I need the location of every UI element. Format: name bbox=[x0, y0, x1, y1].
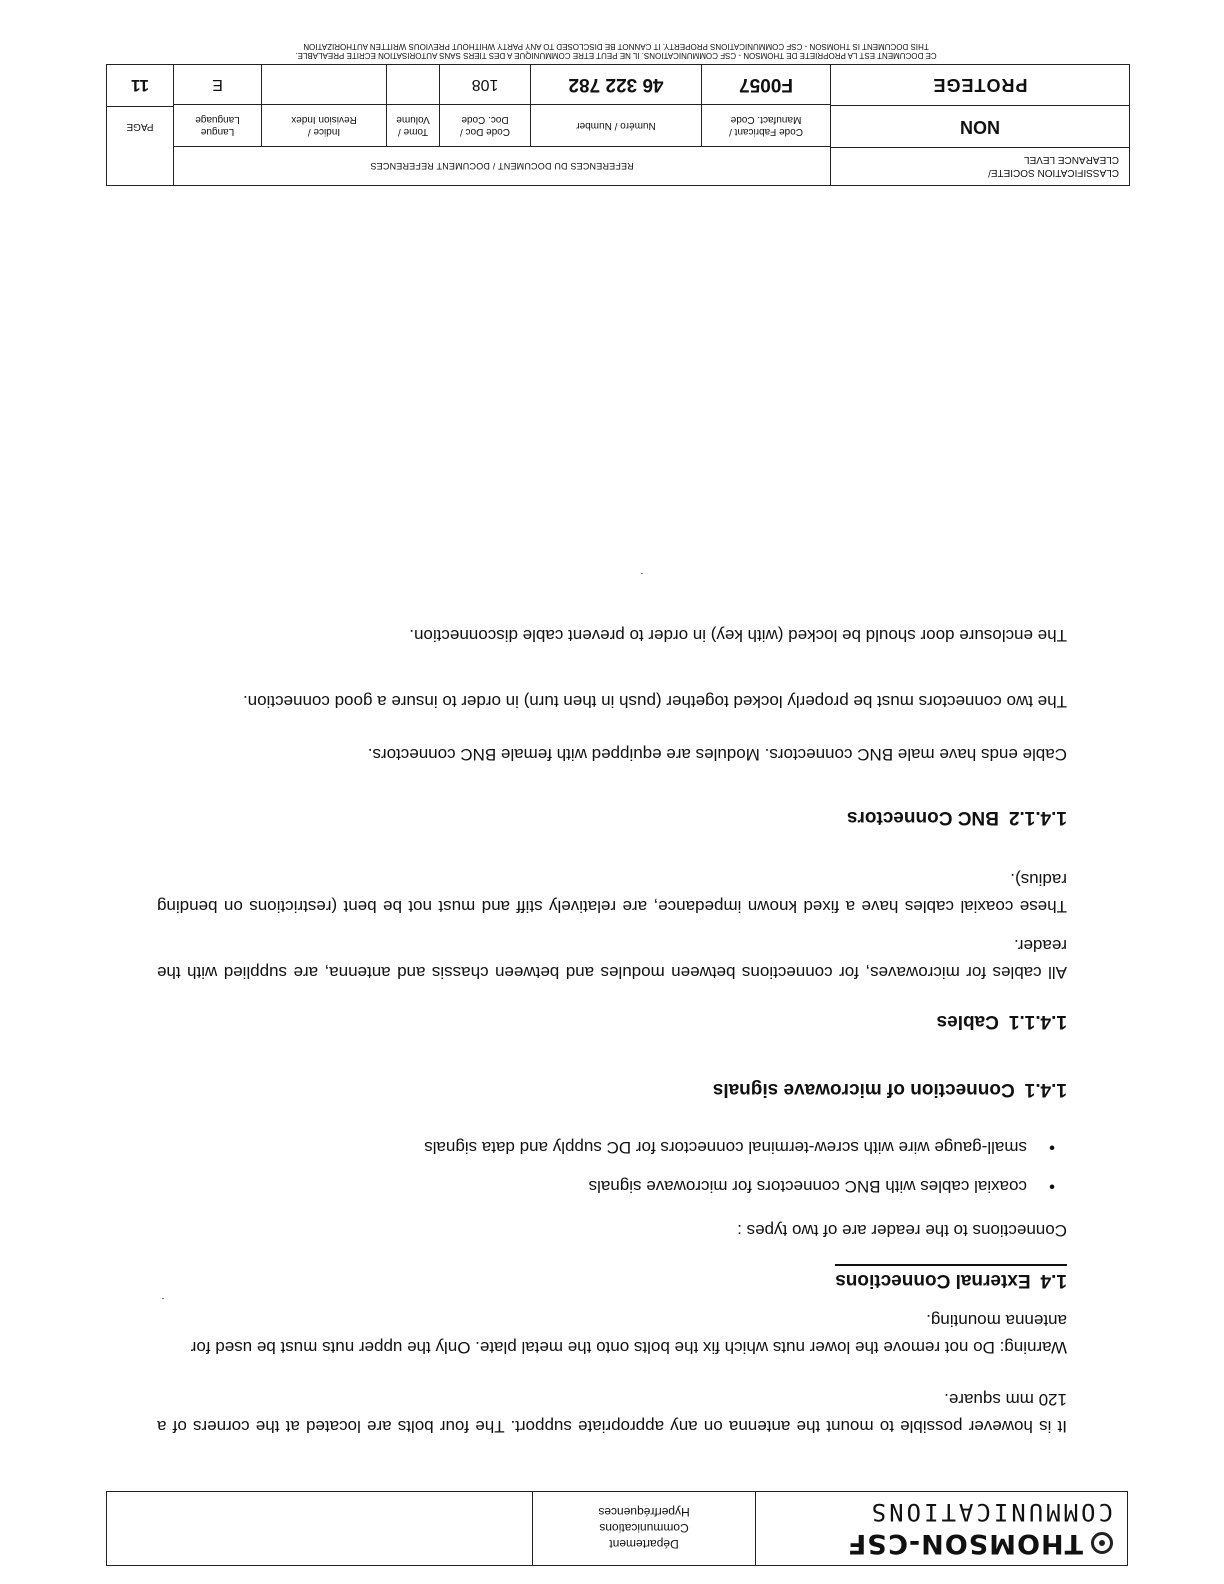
heading-1-4-1-2 bbox=[847, 804, 1067, 831]
department-block bbox=[532, 1492, 755, 1565]
heading-1-4 bbox=[835, 1264, 1067, 1294]
heading-1-4-number: 1.4 bbox=[1040, 1270, 1067, 1291]
ref-col-revision-index bbox=[261, 65, 386, 146]
references-grid bbox=[174, 65, 830, 146]
letterhead bbox=[106, 1491, 1128, 1566]
page-number: 11 bbox=[131, 76, 149, 96]
classification-label-line2: CLEARANCE LEVEL bbox=[1023, 154, 1119, 165]
ref-label-line2: Revision Index bbox=[291, 114, 357, 126]
header-blank-cell bbox=[107, 1492, 532, 1565]
heading-1-4-1-title: Connection of microwave signals bbox=[712, 1079, 1015, 1100]
ref-label-line2: Doc. Code bbox=[461, 114, 509, 126]
paragraph-bnc-2: The two connectors must be properly locked together (push in then turn) in order to insure a good connection. bbox=[242, 692, 1067, 711]
ref-label-line2: Language bbox=[195, 114, 240, 126]
ref-col-label bbox=[387, 104, 439, 146]
ref-label-line1: Indice / bbox=[307, 126, 341, 138]
thomson-logo-icon bbox=[1091, 1533, 1113, 1555]
paragraph-warning: Warning: Do not remove the lower nuts which fix the bolts onto the metal plate. Only the upper nuts must be used for antenna mounting. bbox=[190, 1311, 1067, 1357]
ref-col-value bbox=[387, 65, 439, 104]
ref-col-number bbox=[530, 65, 701, 146]
paragraph-intro: It is however possible to mount the antenna on any appropriate support. The four bolts are located at the corners of a 120 mm square. bbox=[157, 1390, 1067, 1436]
heading-1-4-1-1 bbox=[937, 1008, 1067, 1035]
ref-col-volume bbox=[386, 65, 439, 146]
ref-label-line1: Code Fabricant / bbox=[729, 126, 803, 138]
references-title: REFERENCES DU DOCUMENT / DOCUMENT REFERENCES bbox=[174, 146, 830, 185]
connections-intro: Connections to the reader are of two types : bbox=[737, 1221, 1067, 1240]
ref-col-value: 108 bbox=[471, 76, 499, 94]
company-logo-block bbox=[755, 1492, 1127, 1565]
heading-1-4-1-2-title: BNC Connectors bbox=[846, 807, 999, 828]
dept-line3: Hyperfréquences bbox=[598, 1505, 690, 1520]
paragraph-bnc-3: The enclosure door should be locked (with key) in order to prevent cable disconnection. bbox=[409, 626, 1067, 645]
company-line1: THOMSON-CSF bbox=[846, 1528, 1083, 1559]
classification-label bbox=[831, 147, 1129, 185]
classification-value: NON bbox=[831, 105, 1129, 147]
references-block bbox=[173, 65, 830, 185]
ref-col-label bbox=[262, 104, 386, 146]
confidentiality-notice-fr: CE DOCUMENT EST LA PROPRIETE DE THOMSON - CSF COMMUNICATIONS. IL NE PEUT ETRE COMMUNIQUE A DES TIERS SANS AUTORISATION ECRITE PREALABLE. bbox=[295, 51, 937, 60]
ref-label-line1: Tome / bbox=[398, 126, 429, 138]
ref-label-line1: Code Doc / bbox=[459, 126, 511, 138]
page-number-column bbox=[107, 65, 173, 185]
dept-line2: Communications bbox=[599, 1521, 689, 1536]
classification-label-line1: CLASSIFICATION SOCIETE/ bbox=[988, 167, 1119, 178]
connection-types-list bbox=[424, 1128, 1067, 1206]
heading-1-4-1 bbox=[713, 1076, 1067, 1103]
list-item: • coaxial cables with BNC connectors for microwave signals bbox=[424, 1167, 1067, 1206]
ref-label-line1: Langue bbox=[200, 126, 235, 138]
dept-line1: Département bbox=[609, 1537, 679, 1552]
ref-col-label bbox=[702, 104, 830, 146]
ref-label-line2: Manufact. Code bbox=[730, 114, 802, 126]
confidentiality-notice-en: THIS DOCUMENT IS THOMSON - CSF COMMUNICATIONS PROPERTY. IT CANNOT BE DISCLOSED TO ANY PARTY WHITHOUT PREVIOUS WRITTEN AUTHORIZATION bbox=[303, 42, 929, 51]
company-name bbox=[770, 1528, 1113, 1559]
heading-1-4-1-2-number: 1.4.1.2 bbox=[1008, 807, 1067, 828]
ref-col-value: 46 322 782 bbox=[568, 74, 664, 96]
ref-col-label bbox=[531, 104, 701, 146]
ref-col-language bbox=[174, 65, 261, 146]
heading-1-4-title: External Connections bbox=[835, 1270, 1031, 1291]
document-reference-block bbox=[106, 64, 1130, 186]
heading-1-4-1-1-title: Cables bbox=[936, 1011, 999, 1032]
ref-label-line2: Volume bbox=[396, 114, 430, 126]
paragraph-bnc-1: Cable ends have male BNC connectors. Modules are equipped with female BNC connectors. bbox=[367, 745, 1067, 764]
ref-col-doc-code bbox=[439, 65, 530, 146]
ref-label-line1: Numéro / Number bbox=[576, 120, 656, 132]
scan-speck bbox=[162, 1298, 164, 1299]
paragraph-cables-1: All cables for microwaves, for connections between modules and between chassis and antenna, are supplied with the reader. bbox=[157, 936, 1067, 982]
protection-value: PROTEGE bbox=[932, 75, 1028, 96]
ref-col-value: F0057 bbox=[739, 74, 793, 96]
ref-col-label bbox=[174, 104, 261, 146]
paragraph-cables-2: These coaxial cables have a fixed known impedance, are relatively stiff and must not be bent (restrictions on bending radius). bbox=[157, 870, 1067, 916]
ref-col-value: E bbox=[212, 76, 223, 94]
ref-col-manufacturer-code bbox=[701, 65, 830, 146]
list-item: • small-gauge wire with screw-terminal connectors for DC supply and data signals bbox=[424, 1128, 1067, 1167]
ref-col-value bbox=[262, 65, 386, 104]
scan-speck bbox=[641, 573, 643, 574]
heading-1-4-1-1-number: 1.4.1.1 bbox=[1008, 1011, 1067, 1032]
ref-col-label bbox=[440, 104, 530, 146]
page-label: PAGE bbox=[107, 106, 173, 185]
heading-1-4-1-number: 1.4.1 bbox=[1024, 1079, 1067, 1100]
company-line2: COMMUNICATIONS bbox=[868, 1498, 1113, 1526]
classification-column bbox=[830, 65, 1129, 185]
